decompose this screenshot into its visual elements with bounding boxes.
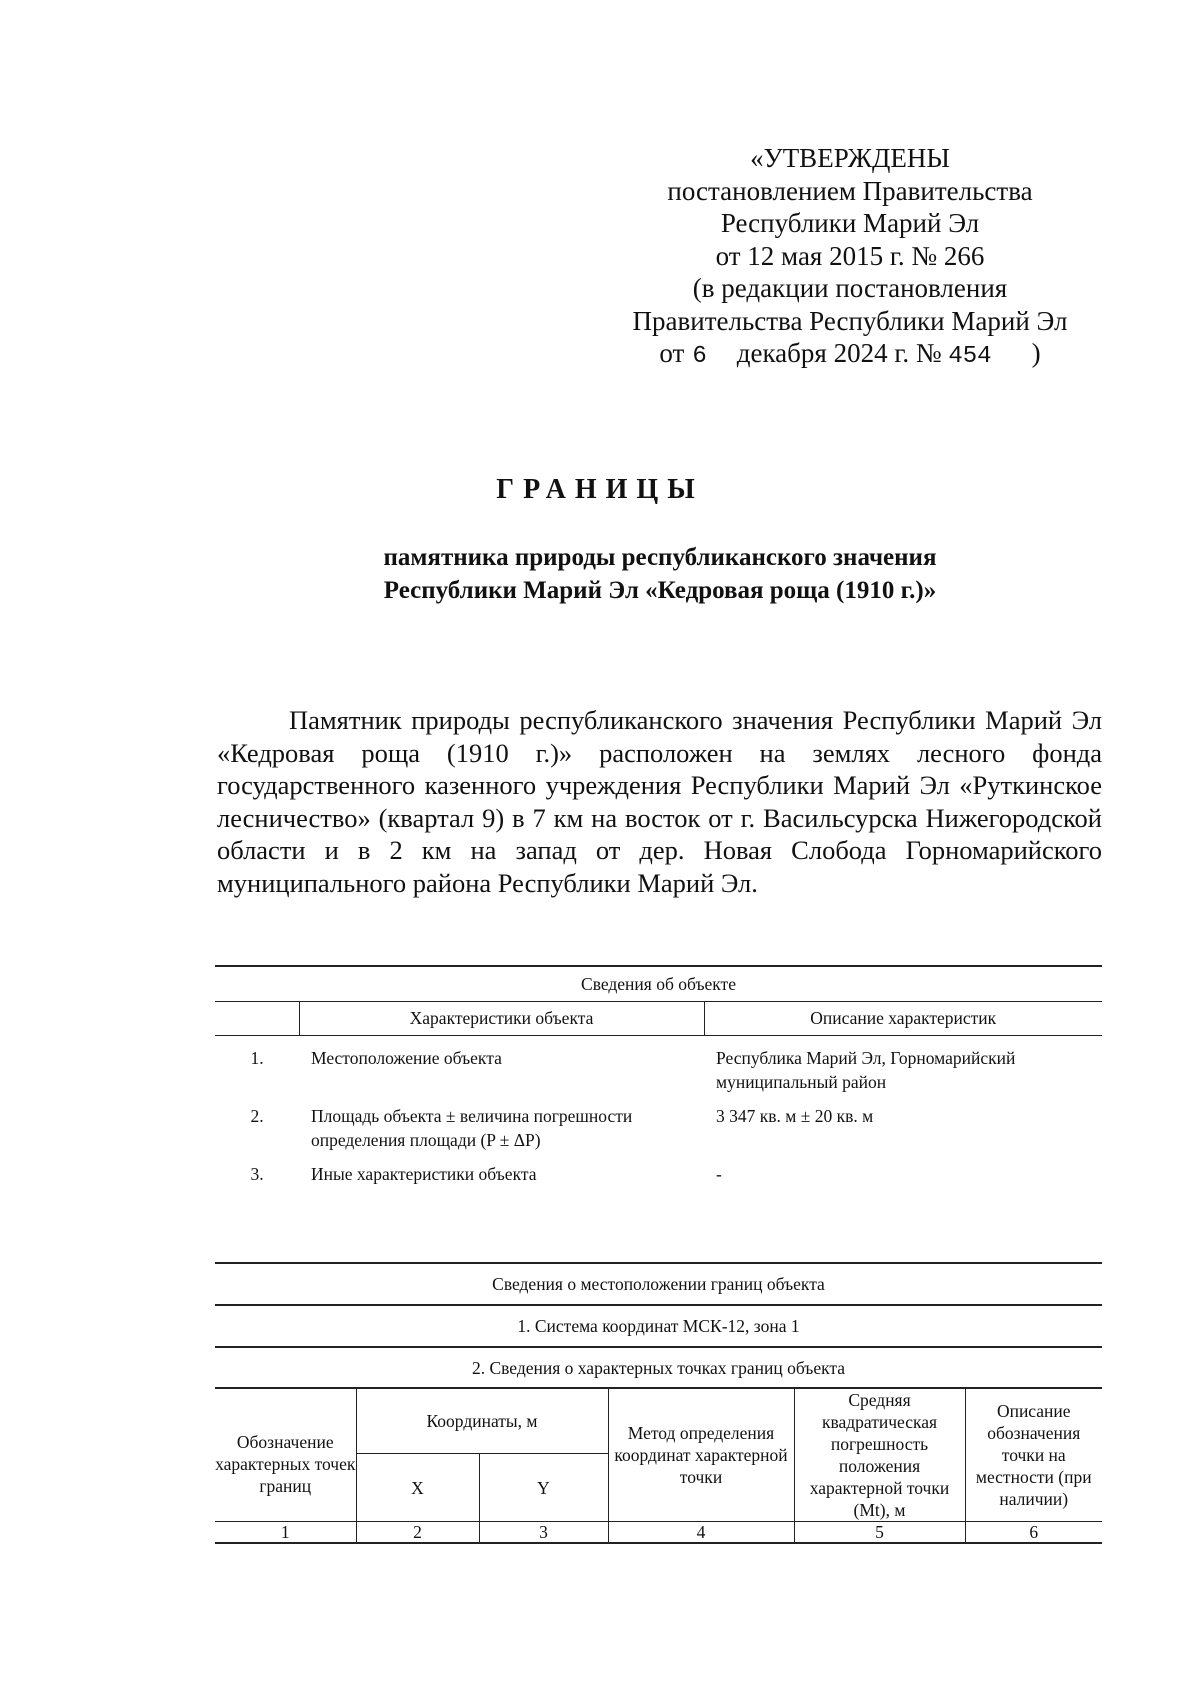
boundary-table-header: Сведения о местоположении границ объекта	[215, 1263, 1102, 1305]
date-month-year: декабря 2024 г. №	[736, 338, 942, 368]
approval-line: «УТВЕРЖДЕНЫ	[750, 143, 950, 173]
approval-line: Правительства Республики Марий Эл	[632, 305, 1068, 336]
column-header-error: Средняя квадратическая погрешность положения характерной точки (Mt), м	[794, 1388, 965, 1522]
object-info-table	[215, 965, 1102, 1186]
decree-number: 454	[948, 343, 992, 370]
column-number: 1	[215, 1522, 356, 1544]
approval-line: от 12 мая 2015 г. № 266	[715, 240, 985, 271]
approval-block	[600, 142, 1100, 374]
column-header-method: Метод определения координат характерной точки	[608, 1388, 794, 1522]
row-number: 1.	[250, 1048, 264, 1068]
column-number: 6	[965, 1522, 1102, 1544]
column-header-y: Y	[479, 1454, 608, 1522]
column-header-x: X	[356, 1454, 479, 1522]
row-number: 2.	[250, 1106, 264, 1126]
column-header-designation: Обозначение характерных точек границ	[215, 1388, 356, 1522]
column-header-marking: Описание обозначения точки на местности (при наличии)	[965, 1388, 1102, 1522]
approval-line: постановлением Правительства	[667, 175, 1033, 206]
column-header-characteristics: Характеристики объекта	[299, 1002, 704, 1036]
object-table-header: Сведения об объекте	[215, 966, 1102, 1002]
date-day: 6	[692, 343, 707, 370]
row-description: Республика Марий Эл, Горномарийский муниципальный район	[716, 1048, 1016, 1092]
row-characteristic: Иные характеристики объекта	[311, 1164, 537, 1184]
document-subtitle	[200, 541, 1120, 607]
object-table-num-header	[215, 1002, 299, 1036]
column-number: 5	[794, 1522, 965, 1544]
subtitle-line: Республики Марий Эл «Кедровая роща (1910 г.)»	[383, 577, 937, 604]
approval-line: Республики Марий Эл	[720, 208, 980, 238]
coordinate-system-row: 1. Система координат МСК-12, зона 1	[215, 1305, 1102, 1347]
row-characteristic: Площадь объекта ± величина погрешности определения площади (P ± ΔP)	[311, 1106, 633, 1150]
row-description: -	[716, 1164, 722, 1184]
row-characteristic: Местоположение объекта	[311, 1048, 502, 1068]
table-row	[215, 1094, 1102, 1152]
row-number: 3.	[250, 1164, 264, 1184]
column-numbers-row	[215, 1522, 1102, 1544]
column-number: 3	[479, 1522, 608, 1544]
subtitle-line: памятника природы республиканского значения	[383, 544, 937, 571]
date-prefix: от	[659, 338, 685, 368]
description-paragraph: Памятник природы республиканского значения Республики Марий Эл «Кедровая роща (1910 г.)» расположен на землях лесного фонда государственного казенного учреждения Республики Марий Эл «Руткинское лесничество» (квартал 9) в 7 км на восток от г. Васильсурска Нижегородской области и в 2 км на запад от дер. Новая Слобода Горномарийского муниципального района Республики Марий Эл.	[217, 705, 1102, 898]
row-description: 3 347 кв. м ± 20 кв. м	[716, 1106, 874, 1126]
column-number: 2	[356, 1522, 479, 1544]
characteristic-points-header: 2. Сведения о характерных точках границ объекта	[215, 1347, 1102, 1388]
column-number: 4	[608, 1522, 794, 1544]
table-row	[215, 1036, 1102, 1095]
column-header-coordinates: Координаты, м	[356, 1388, 608, 1454]
column-header-description: Описание характеристик	[704, 1002, 1102, 1036]
table-row	[215, 1152, 1102, 1186]
amendment-date-line	[600, 337, 1100, 374]
document-title: ГРАНИЦЫ	[496, 474, 704, 505]
approval-line: (в редакции постановления	[692, 273, 1008, 303]
date-close-paren: )	[1031, 338, 1041, 368]
boundary-location-table	[215, 1262, 1102, 1544]
